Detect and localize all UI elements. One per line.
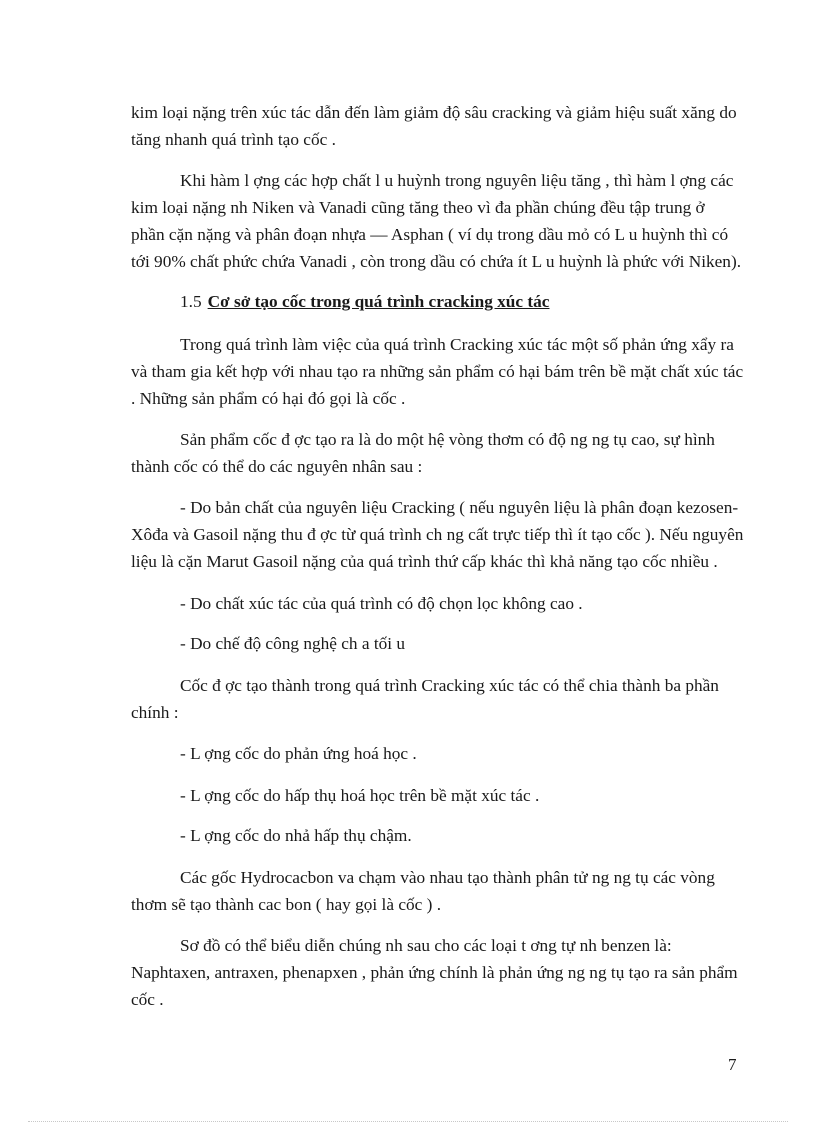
text-line: - Do bản chất của nguyên liệu Cracking ( nếu nguyên liệu là phân đoạn kezosen- — [180, 498, 739, 517]
page-bottom-divider — [28, 1121, 788, 1122]
text-line: Trong quá trình làm việc của quá trình Cracking xúc tác một số phản ứng xẩy ra — [180, 335, 734, 354]
text-line: tới 90% chất phức chứa Vanadi , còn trong dầu có chứa ít L u huỳnh là phức với Niken). — [131, 252, 742, 271]
text-line: - Do chế độ công nghệ ch a tối u — [180, 634, 406, 653]
paragraph-7 — [131, 630, 743, 657]
text-line: kim loại nặng nh Niken và Vanadi cũng tăng theo vì đa phần chúng đều tập trung ở — [131, 198, 705, 217]
text-line: Khi hàm l ợng các hợp chất l u huỳnh trong nguyên liệu tăng , thì hàm l ợng các — [180, 171, 734, 190]
text-line: kim loại nặng trên xúc tác dẫn đến làm giảm độ sâu cracking và giảm hiệu suất xăng do — [131, 103, 737, 122]
text-line: - L ợng cốc do hấp thụ hoá học trên bề mặt xúc tác . — [180, 786, 540, 805]
paragraph-9 — [131, 740, 743, 767]
paragraph-12 — [131, 864, 743, 918]
section-number: 1.5 — [180, 292, 202, 311]
paragraph-10 — [131, 782, 743, 809]
text-line: Sản phẩm cốc đ ợc tạo ra là do một hệ vòng thơm có độ ng ng tụ cao, sự hình — [180, 430, 715, 449]
text-line: Cốc đ ợc tạo thành trong quá trình Cracking xúc tác có thể chia thành ba phần — [180, 676, 719, 695]
text-line: tăng nhanh quá trình tạo cốc . — [131, 130, 336, 149]
text-line: thành cốc có thể do các nguyên nhân sau : — [131, 457, 423, 476]
text-line: và tham gia kết hợp với nhau tạo ra những sản phẩm có hại bám trên bề mặt chất xúc tác — [131, 362, 744, 381]
paragraph-5 — [131, 494, 743, 575]
paragraph-2 — [131, 167, 743, 275]
text-line: thơm sẽ tạo thành cac bon ( hay gọi là cốc ) . — [131, 895, 442, 914]
text-line: - L ợng cốc do nhả hấp thụ chậm. — [180, 826, 412, 845]
section-heading — [180, 292, 549, 312]
paragraph-4 — [131, 426, 743, 480]
text-line: phần cặn nặng và phân đoạn nhựa — Asphan ( ví dụ trong dầu mỏ có L u huỳnh thì có — [131, 225, 729, 244]
paragraph-13 — [131, 932, 743, 1013]
paragraph-8 — [131, 672, 743, 726]
text-line: - L ợng cốc do phản ứng hoá học . — [180, 744, 417, 763]
text-line: chính : — [131, 703, 179, 722]
text-line: Các gốc Hydrocacbon va chạm vào nhau tạo thành phân tử ng ng tụ các vòng — [180, 868, 715, 887]
paragraph-11 — [131, 822, 743, 849]
paragraph-1 — [131, 99, 743, 153]
text-line: Sơ đồ có thể biểu diễn chúng nh sau cho các loại t ơng tự nh benzen là: — [180, 936, 672, 955]
page-number: 7 — [728, 1055, 737, 1074]
text-line: - Do chất xúc tác của quá trình có độ chọn lọc không cao . — [180, 594, 583, 613]
section-title: Cơ sở tạo cốc trong quá trình cracking xúc tác — [207, 292, 550, 311]
text-line: Naphtaxen, antraxen, phenapxen , phản ứng chính là phản ứng ng ng tụ tạo ra sản phẩm — [131, 963, 738, 982]
paragraph-3 — [131, 331, 743, 412]
text-line: Xôđa và Gasoil nặng thu đ ợc từ quá trình ch ng cất trực tiếp thì ít tạo cốc ). Nếu nguyên — [131, 525, 744, 544]
text-line: liệu là cặn Marut Gasoil nặng của quá trình thứ cấp khác thì khả năng tạo cốc nhiều . — [131, 552, 718, 571]
text-line: . Những sản phẩm có hại đó gọi là cốc . — [131, 389, 406, 408]
paragraph-6 — [131, 590, 743, 617]
text-line: cốc . — [131, 990, 164, 1009]
